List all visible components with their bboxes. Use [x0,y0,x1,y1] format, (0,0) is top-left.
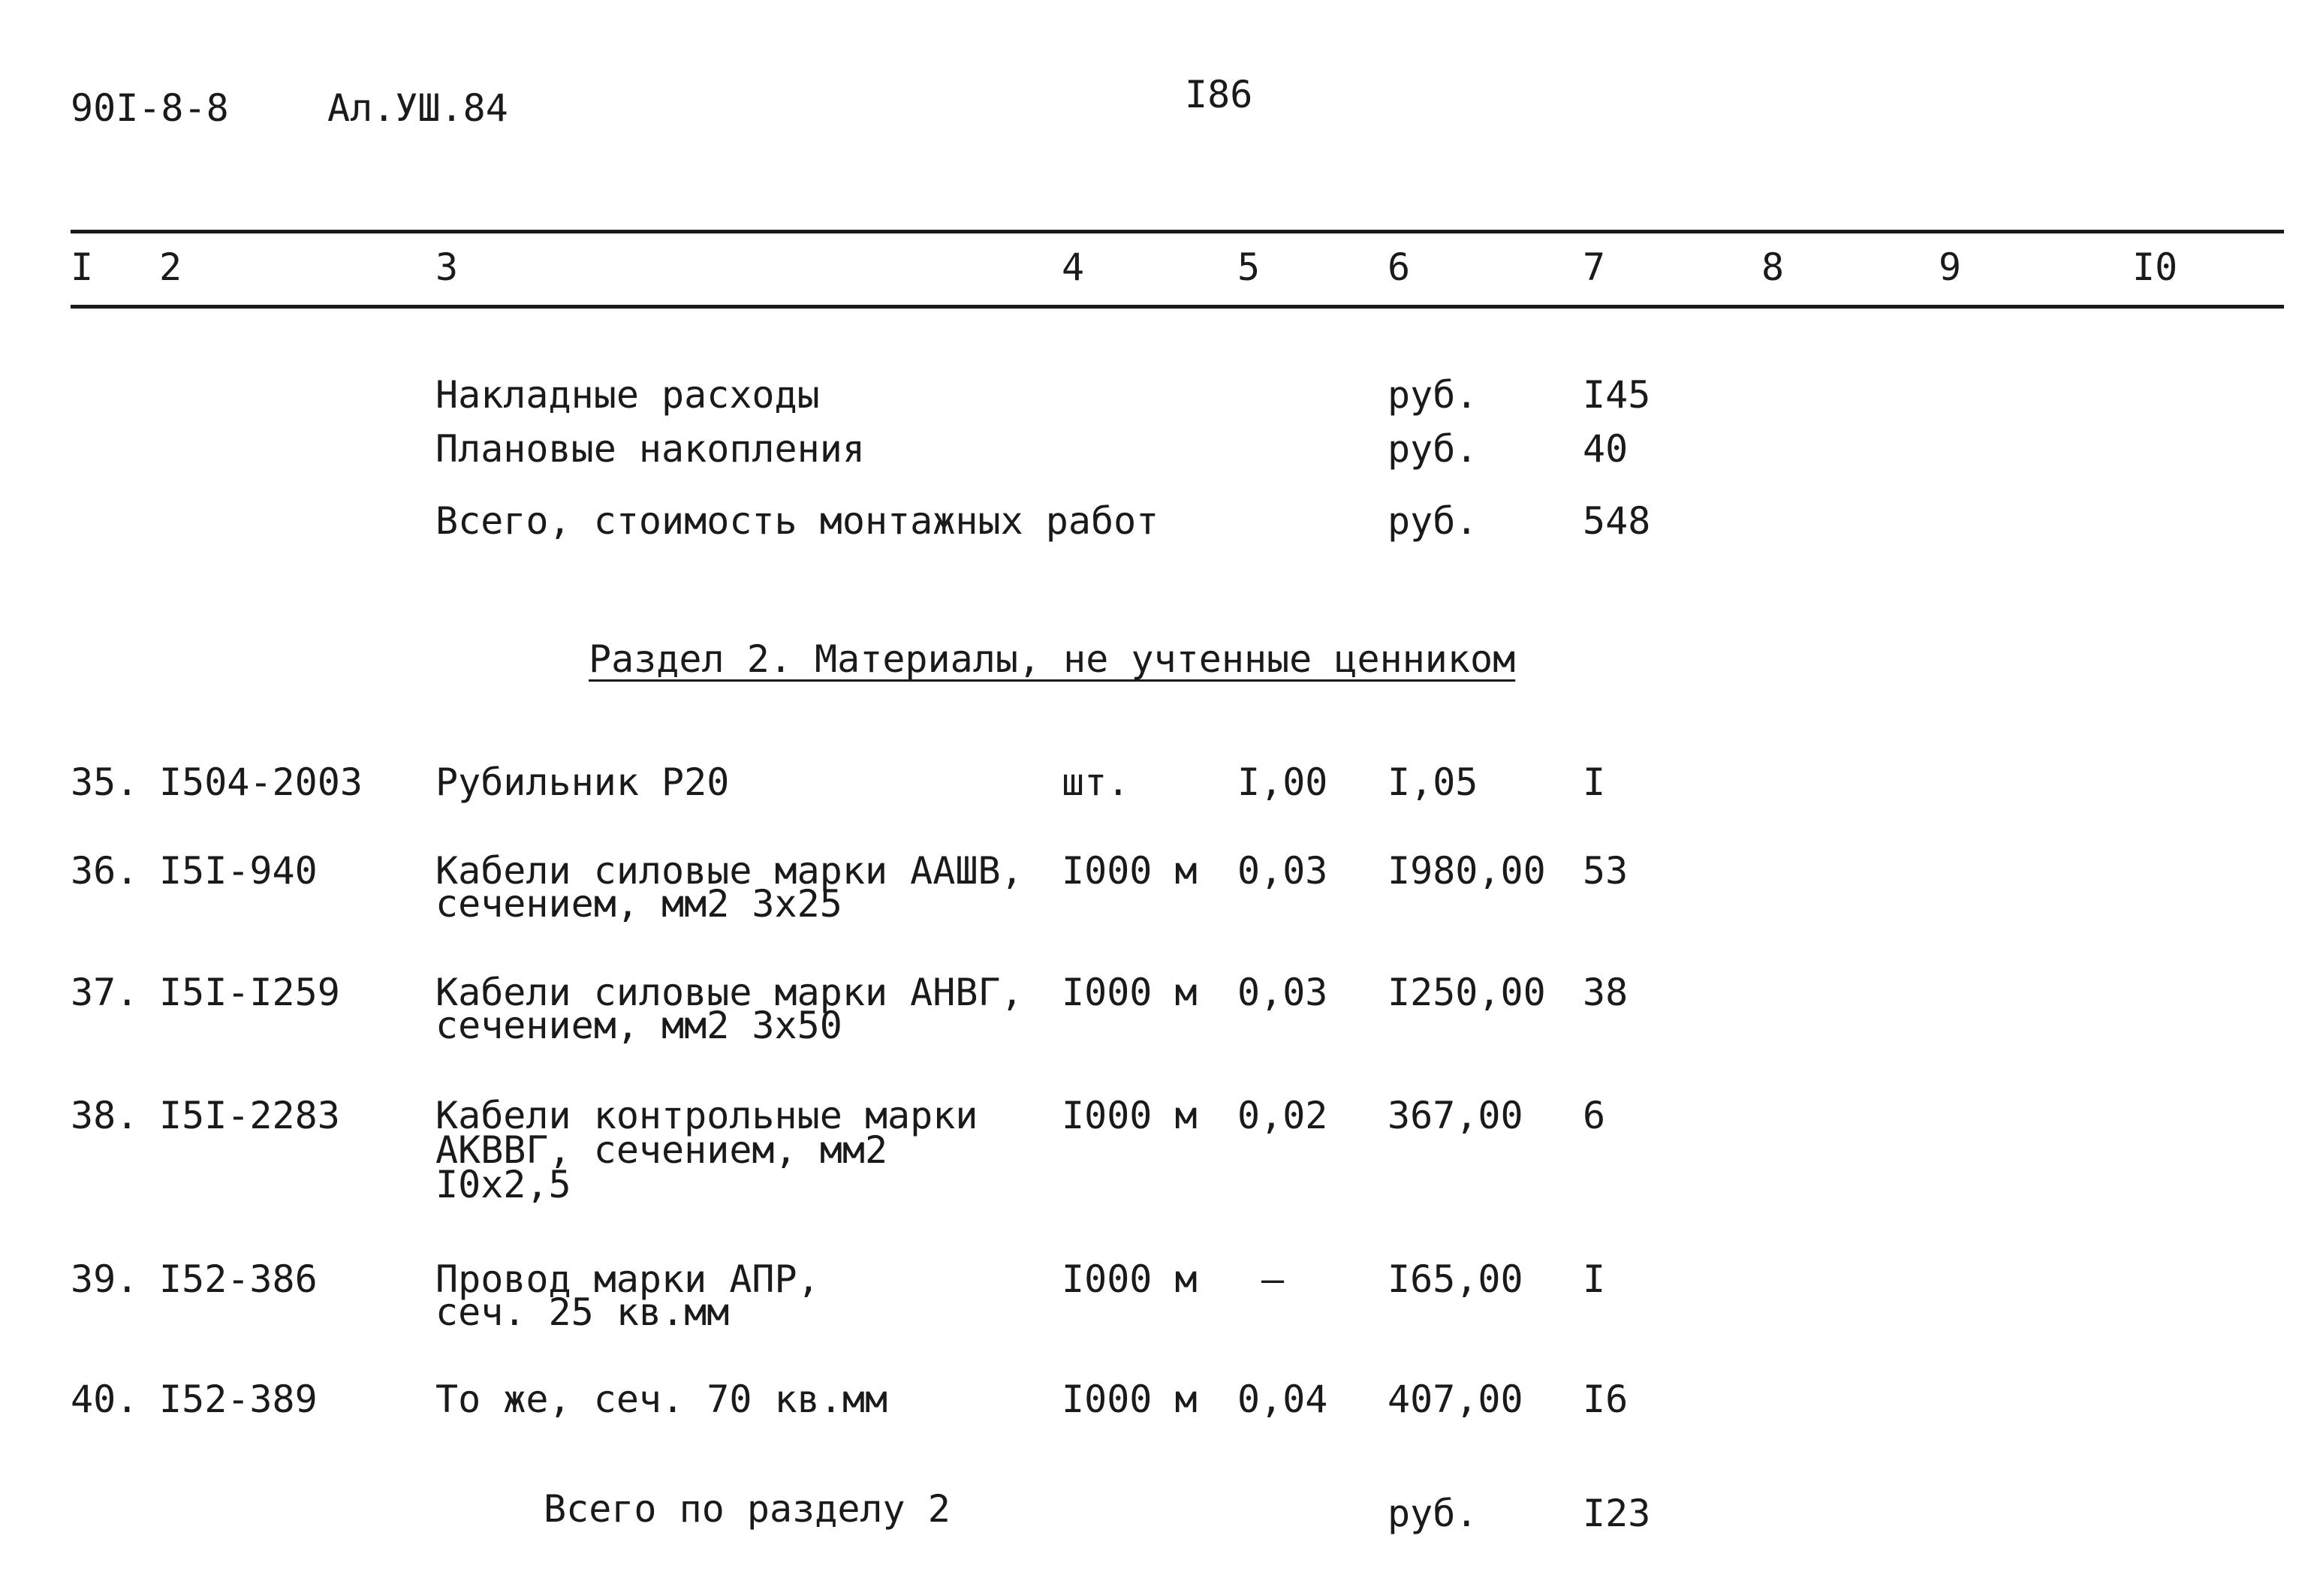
row-name-line: Кабели контрольные марки [435,1094,978,1137]
row-code: I52-389 [159,1378,318,1421]
row-name-line: Провод марки АПР, [435,1257,820,1301]
row-name-line: сечением, мм2 3х25 [435,882,842,926]
row-name-line: Кабели силовые марки АНВГ, [435,971,1023,1014]
row-quantity: – [1261,1257,1285,1301]
row-name-line: сеч. 25 кв.мм [435,1290,730,1334]
column-header: I0 [2132,245,2178,289]
row-total: I [1583,760,1606,804]
row-price: 367,00 [1388,1094,1523,1137]
row-quantity: 0,03 [1237,971,1328,1014]
summary-unit: руб. [1388,373,1478,417]
row-number: 35. [71,760,139,804]
row-price: I,05 [1388,760,1478,804]
album-code: Ал.УШ.84 [327,86,508,130]
column-header: 9 [1939,245,1962,289]
row-number: 36. [71,849,139,893]
row-code: I504-2003 [159,760,363,804]
summary-label: Накладные расходы [435,373,820,417]
summary-value: I45 [1583,373,1651,417]
row-name-line: I0х2,5 [435,1163,571,1206]
column-header: 4 [1062,245,1085,289]
column-header: 8 [1761,245,1785,289]
column-header: 7 [1583,245,1606,289]
row-price: 407,00 [1388,1378,1523,1421]
row-unit: шт. [1062,760,1130,804]
row-total: 53 [1583,849,1629,893]
column-header: 2 [159,245,182,289]
summary-label: Плановые накопления [435,427,865,471]
summary-label: Всего, стоимость монтажных работ [435,499,1159,543]
row-unit: I000 м [1062,1378,1198,1421]
row-name-line: Кабели силовые марки ААШВ, [435,849,1023,893]
row-price: I250,00 [1388,971,1546,1014]
row-number: 38. [71,1094,139,1137]
row-total: I6 [1583,1378,1629,1421]
row-code: I5I-940 [159,849,318,893]
row-unit: I000 м [1062,971,1198,1014]
column-header: 6 [1388,245,1411,289]
column-header: 5 [1237,245,1261,289]
row-quantity: 0,02 [1237,1094,1328,1137]
section-heading: Раздел 2. Материалы, не учтенные ценником [589,637,1516,681]
row-quantity: I,00 [1237,760,1328,804]
section-total-value: I23 [1583,1492,1651,1535]
row-number: 40. [71,1378,139,1421]
section-total-label: Всего по разделу 2 [544,1487,951,1531]
document-code: 90I-8-8 [71,86,229,130]
row-name-line: То же, сеч. 70 кв.мм [435,1378,888,1421]
column-header: I [71,245,94,289]
row-code: I52-386 [159,1257,318,1301]
row-name-line: сечением, мм2 3х50 [435,1004,842,1047]
row-price: I65,00 [1388,1257,1523,1301]
row-unit: I000 м [1062,849,1198,893]
row-total: I [1583,1257,1606,1301]
row-total: 6 [1583,1094,1606,1137]
summary-value: 548 [1583,499,1651,543]
page-number: I86 [1185,73,1253,116]
row-code: I5I-I259 [159,971,340,1014]
row-unit: I000 м [1062,1257,1198,1301]
summary-unit: руб. [1388,427,1478,471]
column-header: 3 [435,245,459,289]
top-rule [71,230,2284,233]
row-name-line: АКВВГ, сечением, мм2 [435,1128,888,1172]
summary-unit: руб. [1388,499,1478,543]
row-name-line: Рубильник Р20 [435,760,730,804]
section-total-unit: руб. [1388,1492,1478,1535]
row-unit: I000 м [1062,1094,1198,1137]
header-bottom-rule [71,305,2284,309]
row-number: 39. [71,1257,139,1301]
summary-value: 40 [1583,427,1629,471]
row-number: 37. [71,971,139,1014]
row-price: I980,00 [1388,849,1546,893]
row-quantity: 0,04 [1237,1378,1328,1421]
row-code: I5I-2283 [159,1094,340,1137]
row-total: 38 [1583,971,1629,1014]
row-quantity: 0,03 [1237,849,1328,893]
